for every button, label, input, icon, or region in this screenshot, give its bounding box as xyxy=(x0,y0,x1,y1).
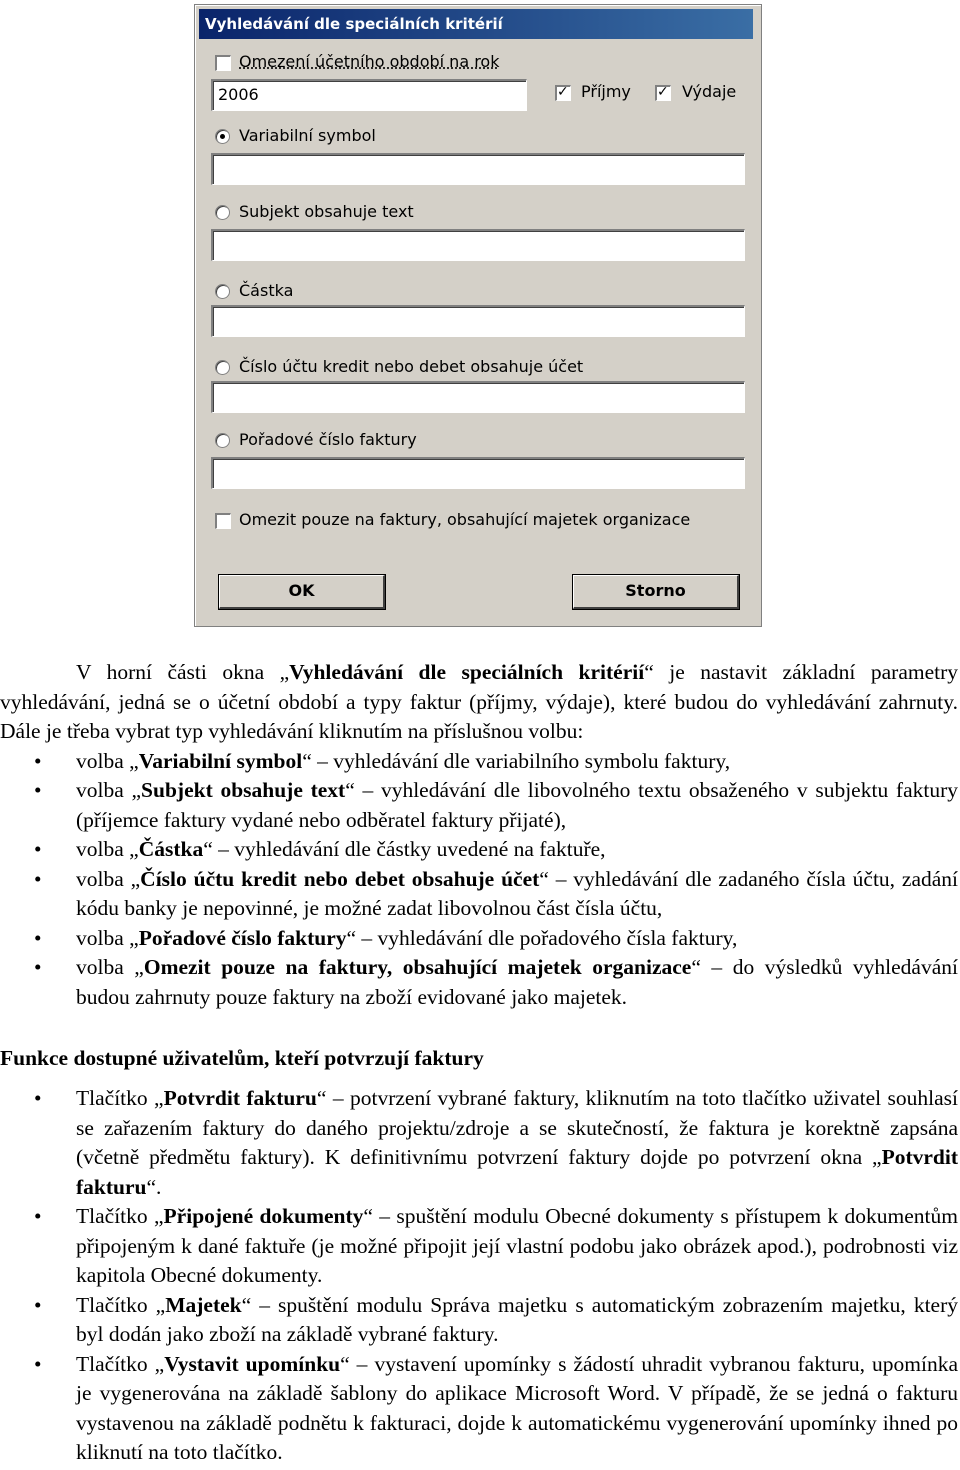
radio-subject-text[interactable] xyxy=(215,205,230,220)
list-item: • volba „Pořadové číslo faktury“ – vyhledávání dle pořadového čísla faktury, xyxy=(0,924,958,954)
expense-checkbox[interactable] xyxy=(655,85,671,101)
amount-input[interactable] xyxy=(211,305,745,337)
intro-text-2: “ je nastavit základní parametry vyhledávání, jedná se o účetní období a typy faktur (příjmy, výdaje), které budou do vyhledávání zahrnuty. Dále je třeba vybrat typ vyhledávání kliknutím na příslušnou volbu: xyxy=(0,660,959,743)
option-label-variable-symbol: Variabilní symbol xyxy=(239,126,376,145)
option-label-invoice-order-number: Pořadové číslo faktury xyxy=(239,430,417,449)
document-body xyxy=(0,658,958,1012)
dialog-title: Vyhledávání dle speciálních kritérií xyxy=(205,15,503,33)
list-item: • volba „Omezit pouze na faktury, obsahující majetek organizace“ – do výsledků vyhledávání budou zahrnuty pouze faktury na zboží evidované jako majetek. xyxy=(34,955,958,1009)
list-item: • volba „Subjekt obsahuje text“ – vyhledávání dle libovolného textu obsaženého v subjektu faktury (příjemce faktury vydané nebo odběratel faktury přijaté), xyxy=(34,778,958,832)
bullet-icon: • xyxy=(34,778,42,802)
bullet-icon: • xyxy=(34,955,42,979)
list-item: • volba „Variabilní symbol“ – vyhledávání dle variabilního symbolu faktury, xyxy=(0,747,958,777)
radio-variable-symbol[interactable] xyxy=(215,129,230,144)
section-heading: Funkce dostupné uživatelům, kteří potvrzují faktury xyxy=(0,1046,484,1070)
checkmark-icon: ✓ xyxy=(557,84,569,100)
bullet-icon: • xyxy=(34,1351,42,1376)
intro-paragraph xyxy=(0,658,958,747)
list-item: • volba „Částka“ – vyhledávání dle částky uvedené na faktuře, xyxy=(0,835,958,865)
variable-symbol-input[interactable] xyxy=(211,153,745,185)
list-item: • Tlačítko „Majetek“ – spuštění modulu Správa majetku s automatickým zobrazením majetku, který byl dodán jako zboží na základě vybrané faktury. xyxy=(34,1292,958,1346)
bullet-icon: • xyxy=(34,866,42,891)
bullet-icon: • xyxy=(34,837,42,861)
income-label: Příjmy xyxy=(581,82,631,101)
list-item: • Tlačítko „Připojené dokumenty“ – spuštění modulu Obecné dokumenty s přístupem k dokumentům připojeným k dané faktuře (je možné připojit její vlastní podobu jako obrázek apod.), podrobnosti viz kapitola Obecné dokumenty. xyxy=(34,1204,959,1287)
bullet-icon: • xyxy=(34,1086,42,1110)
search-dialog xyxy=(194,4,762,627)
intro-text-1: V horní části okna „ xyxy=(76,660,290,684)
income-checkbox[interactable] xyxy=(555,85,571,101)
asset-only-checkbox[interactable] xyxy=(215,513,231,529)
search-options-list xyxy=(0,747,958,1013)
option-label-subject-text: Subjekt obsahuje text xyxy=(239,202,414,221)
option-label-account-number: Číslo účtu kredit nebo debet obsahuje účet xyxy=(239,357,584,376)
cancel-button[interactable]: Storno xyxy=(573,575,739,609)
radio-account-number[interactable] xyxy=(215,360,230,375)
ok-button[interactable]: OK xyxy=(219,575,385,609)
intro-bold-dialog-name: Vyhledávání dle speciálních kritérií xyxy=(289,660,645,684)
period-checkbox-label: Omezení účetního období na rok xyxy=(239,52,500,71)
bullet-icon: • xyxy=(34,1292,42,1317)
bullet-icon: • xyxy=(34,925,42,950)
account-number-input[interactable] xyxy=(211,381,745,413)
radio-selected-dot xyxy=(220,134,225,139)
list-item: • Tlačítko „Vystavit upomínku“ – vystavení upomínky s žádostí uhradit vybranou fakturu, upomínka je vygenerována na základě šablony do aplikace Microsoft Word. V případě, že se jedná o fakturu vystavenou na základě podnětu k fakturaci, dojde k automatickému vygenerování upomínky ihned po kliknutí na toto tlačítko. xyxy=(34,1351,958,1464)
invoice-order-number-input[interactable] xyxy=(211,457,745,489)
functions-section xyxy=(0,1084,958,1468)
functions-list xyxy=(0,1084,958,1468)
radio-invoice-order-number[interactable] xyxy=(215,433,230,448)
period-checkbox[interactable] xyxy=(215,55,231,71)
year-input[interactable]: 2006 xyxy=(211,79,527,111)
checkmark-icon: ✓ xyxy=(657,84,669,100)
bullet-icon: • xyxy=(34,1204,42,1228)
list-item: • Tlačítko „Potvrdit fakturu“ – potvrzení vybrané faktury, kliknutím na toto tlačítko uživatel souhlasí se zařazením faktury do daného projektu/zdroje a se skutečností, že faktura je korektně zapsána (včetně předmětu faktury). K definitivnímu potvrzení faktury dojde po potvrzení okna „Potvrdit fakturu“. xyxy=(34,1086,958,1199)
option-label-amount: Částka xyxy=(239,281,294,300)
expense-label: Výdaje xyxy=(682,82,737,101)
bullet-icon: • xyxy=(34,748,42,773)
dialog-title-bar[interactable] xyxy=(199,9,753,39)
subject-text-input[interactable] xyxy=(211,229,745,261)
asset-only-label: Omezit pouze na faktury, obsahující majetek organizace xyxy=(239,510,691,529)
radio-amount[interactable] xyxy=(215,284,230,299)
list-item: • volba „Číslo účtu kredit nebo debet obsahuje účet“ – vyhledávání dle zadaného čísla účtu, zadání kódu banky je nepovinné, je možné zadat libovolnou část čísla účtu, xyxy=(34,866,959,920)
